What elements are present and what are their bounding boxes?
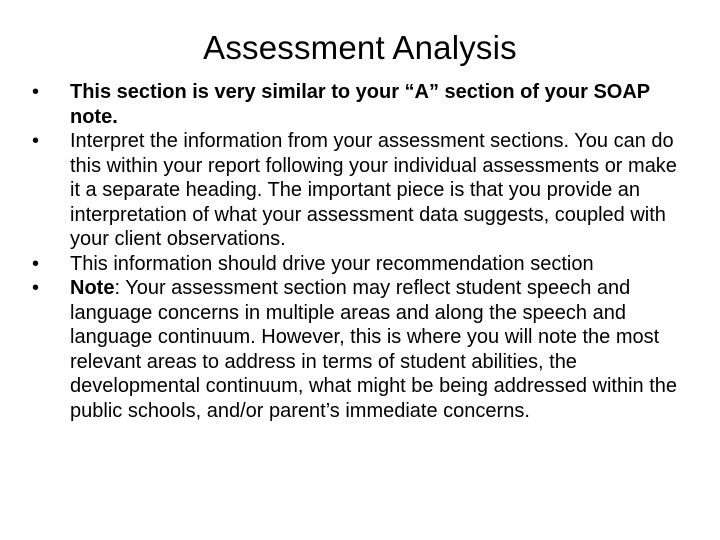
- bullet-list: [24, 80, 684, 423]
- bullet-marker: •: [32, 252, 40, 275]
- bullet-text: This information should drive your recommendation section: [70, 252, 594, 275]
- bullet-item-recommendation: [24, 252, 684, 277]
- bullet-item-soap: [24, 80, 684, 129]
- bullet-text: This section is very similar to your “A” section of your SOAP note.: [70, 81, 650, 128]
- bullet-text: Interpret the information from your assessment sections. You can do this within your report following your individual assessments or make it a separate heading. The important piece is that you provide an interpretation of what your assessment data suggests, coupled with your client observations.: [70, 130, 677, 250]
- slide-title: Assessment Analysis: [203, 29, 517, 66]
- bullet-text: : Your assessment section may reflect student speech and language concerns in multiple areas and along the speech and language continuum. However, this is where you will note the most relevant areas to address in terms of student abilities, the developmental continuum, what might be being addressed within the public schools, and/or parent’s immediate concerns.: [70, 277, 678, 422]
- bullet-marker: •: [32, 277, 40, 299]
- bullet-marker: •: [32, 130, 40, 152]
- bullet-item-interpret: [24, 129, 684, 252]
- bullet-marker: •: [32, 81, 40, 103]
- bullet-item-note: [24, 276, 684, 423]
- bullet-lead: Note: [70, 277, 115, 299]
